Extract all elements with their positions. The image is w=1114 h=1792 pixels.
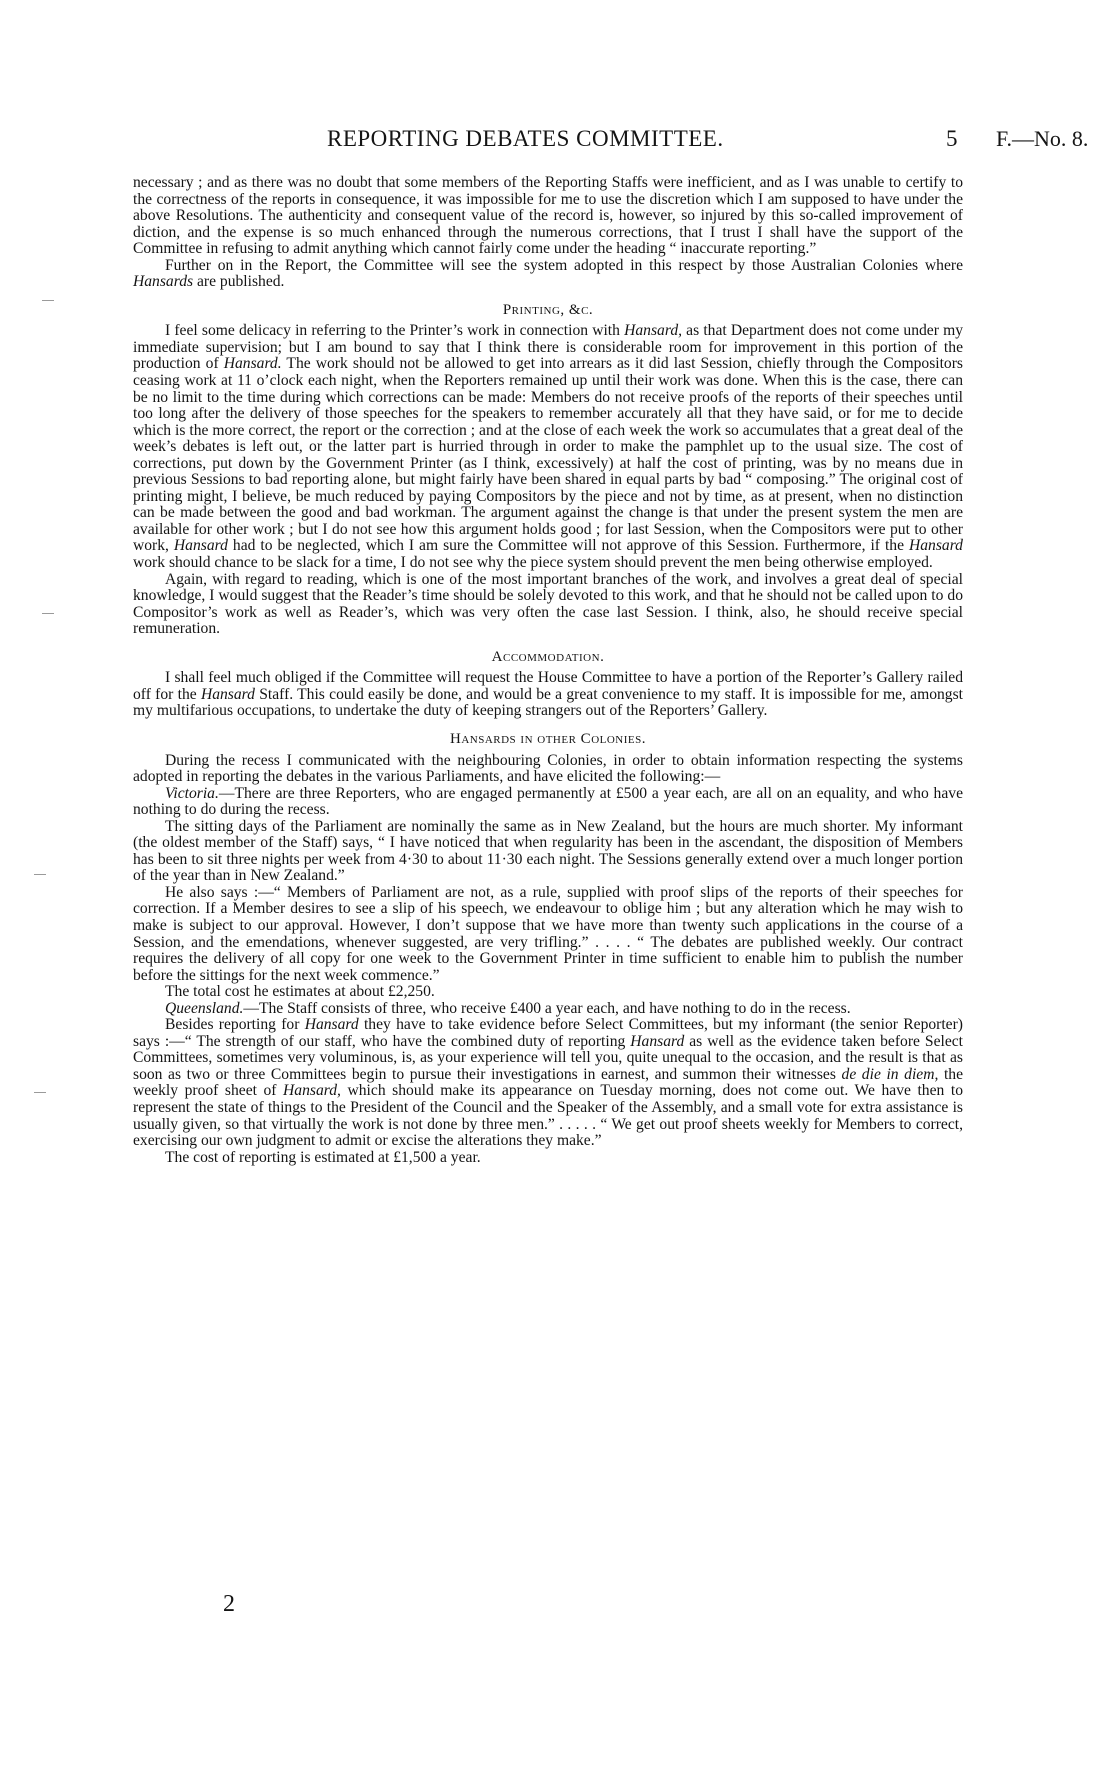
text-run: as well as the evidence taken before Select Committees, sometimes very voluminous, is, as your experience will tell you, quite unequal to the occasion, and the result is that as soon as two or three Committees begin to pursue their investigations in earnest, and summon their witnesses	[133, 1032, 963, 1083]
section-heading-accommodation: Accommodation.	[491, 648, 605, 665]
text-run: I feel some delicacy in referring to the Printer’s work in connection with	[165, 322, 625, 340]
text-run: they have to take evidence before Select Committees, but my informant (the senior Reporter) says :—“ The strength of our staff, who have the combined duty of reporting	[133, 1016, 963, 1050]
paragraph	[133, 258, 963, 291]
paragraph	[133, 786, 963, 819]
paper-reference: F.—No. 8.	[996, 126, 1089, 151]
text-run: as that Department does not come under my immediate supervision; but I am bound to say that I think there is considerable room for improvement in this portion of the production of	[133, 322, 963, 373]
italic-run: Hansard	[173, 537, 228, 555]
text-run: work should chance to be slack for a time, I do not see why the piece system should prevent the men being otherwise employed.	[133, 554, 933, 572]
page-header	[0, 126, 1114, 158]
paragraph: necessary ; and as there was no doubt that some members of the Reporting Staffs were inefficient, and as I was unable to certify to the correctness of the reports in consequence, it was impossible for me to use the discretion which I am supposed to have under the above Resolutions. The authenticity and consequent value of the record is, however, so injured by this so-called improvement of diction, and the expense is so much enhanced through the numerous corrections, that I trust I shall have the support of the Committee in refusing to admit anything which cannot fairly come under the heading “ inaccurate reporting.”	[133, 174, 963, 258]
sheet-signature-number: 2	[223, 1591, 235, 1617]
text-run: the weekly proof sheet of	[133, 1065, 964, 1100]
page-number: 5	[946, 126, 958, 151]
paragraph: During the recess I communicated with the neighbouring Colonies, in order to obtain information respecting the systems adopted in reporting the debates in the various Parliaments, and have elicited the following:—	[133, 751, 963, 786]
text-run: The work should not be allowed to get into arrears as it did last Session, chiefly through the Compositors ceasing work at 11 o’clock each night, when the Reporters remained up until their work was done. When this is the case, there can be no limit to the time during which corrections can be made: Members do not receive proofs of the reports of their speeches until too long after the delivery of those speeches for the speakers to remember accurately all that they have said, or for me to decide which is the more correct, the report or the correction ; and at the close of each week the work so accumulates that a great deal of the week’s debates is left out, or the latter part is hurried through in order to make the pamphlet up to the usual size. The cost of corrections, put down by the Government Printer (as I think, excessively) at half the cost of printing, was by no means due in previous Sessions to bad reporting alone, but might fairly have been shared in equal parts by bad “ composing.” The original cost of printing might, I believe, be much reduced by paying Compositors by the piece and not by time, as at present, when no distinction can be made between the good and bad workman. The argument against the change is that under the present system the men are available for other work ; but I do not see how this argument holds good ; for last Session, when the Compositors were put to other work,	[133, 355, 963, 555]
paragraph	[133, 670, 963, 720]
paragraph	[133, 323, 963, 571]
text-run: are published.	[193, 273, 285, 291]
italic-run: Hansard,	[283, 1082, 341, 1100]
italic-run: Hansard	[200, 685, 255, 703]
paragraph: The sitting days of the Parliament are nominally the same as in New Zealand, but the hours are much shorter. My informant (the oldest member of the Staff) says, “ I have noticed that when regularity has been in the ascendant, the disposition of Members has been to sit three nights per week from 4·30 to about 11·30 each night. The Sessions generally extend over a much longer portion of the year than in New Zealand.”	[133, 817, 963, 885]
paragraph: Again, with regard to reading, which is one of the most important branches of the work, and involves a great deal of special knowledge, I would suggest that the Reader’s time should be solely devoted to this work, and that he should not be called upon to do Compositor’s work as well as Reader’s, which was very often the case last Session. I think, also, he should receive special remuneration.	[133, 570, 963, 638]
italic-run: Hansard,	[624, 322, 683, 340]
margin-mark	[42, 300, 54, 301]
italic-run: Hansard	[304, 1016, 359, 1034]
margin-mark	[42, 613, 54, 614]
text-run: —The Staff consists of three, who receive £400 a year each, and have nothing to do in the recess.	[243, 999, 851, 1017]
text-run: —There are three Reporters, who are engaged permanently at £500 a year each, are all on an equality, and who have nothing to do during the recess.	[133, 784, 963, 819]
italic-run: de die in diem,	[841, 1065, 939, 1083]
paragraph	[133, 1001, 963, 1018]
text-run: Staff. This could easily be done, and would be a great convenience to my staff. It is impossible for me, amongst my multifarious occupations, to undertake the duty of keeping strangers out of the Reporters’ Gallery.	[133, 685, 963, 720]
italic-run: Queensland.	[165, 999, 244, 1017]
body-text	[133, 175, 963, 1166]
paragraph: The total cost he estimates at about £2,250.	[165, 983, 435, 1001]
italic-run: Hansard	[908, 537, 963, 555]
text-run: I shall feel much obliged if the Committee will request the House Committee to have a portion of the Reporter’s Gallery railed off for the	[133, 669, 963, 703]
italic-run: Hansard.	[223, 355, 282, 373]
paragraph	[133, 1017, 963, 1149]
paragraph: He also says :—“ Members of Parliament are not, as a rule, supplied with proof slips of the reports of their speeches for correction. If a Member desires to see a slip of his speech, we endeavour to oblige him ; but any alteration which he may wish to make is subject to our approval. However, I don’t suppose that we have more than twenty such applications in the course of a Session, and the emendations, whenever suggested, are very trifling.” . . . . “ The debates are published weekly. Our contract requires the delivery of all copy for one week to the Government Printer in time sufficient to enable him to publish the number before the sittings for the next week commence.”	[133, 883, 963, 984]
italic-run: Hansards	[133, 273, 194, 291]
margin-mark	[34, 1092, 46, 1093]
paragraph: The cost of reporting is estimated at £1,500 a year.	[165, 1148, 481, 1166]
margin-mark	[34, 874, 46, 875]
text-run: which should make its appearance on Tuesday morning, does not come out. We have then to represent the state of things to the President of the Council and the Speaker of the Assembly, and a small vote for extra assistance is usually given, so that virtually the work is not done by three men.” . . . . . “ We get out proof sheets weekly for Members to correct, exercising our own judgment to admit or excise the alterations they make.”	[133, 1082, 964, 1150]
text-run: Besides reporting for	[165, 1016, 305, 1034]
italic-run: Hansard	[630, 1032, 685, 1050]
running-title: REPORTING DEBATES COMMITTEE.	[327, 126, 724, 151]
section-heading-printing: Printing, &c.	[502, 301, 594, 318]
text-run: had to be neglected, which I am sure the Committee will not approve of this Session. Furthermore, if the	[227, 537, 909, 555]
text-run: Further on in the Report, the Committee will see the system adopted in this respect by those Australian Colonies where	[165, 256, 963, 274]
section-heading-hansards-other-colonies: Hansards in other Colonies.	[449, 730, 646, 747]
italic-run: Victoria.	[165, 784, 219, 802]
